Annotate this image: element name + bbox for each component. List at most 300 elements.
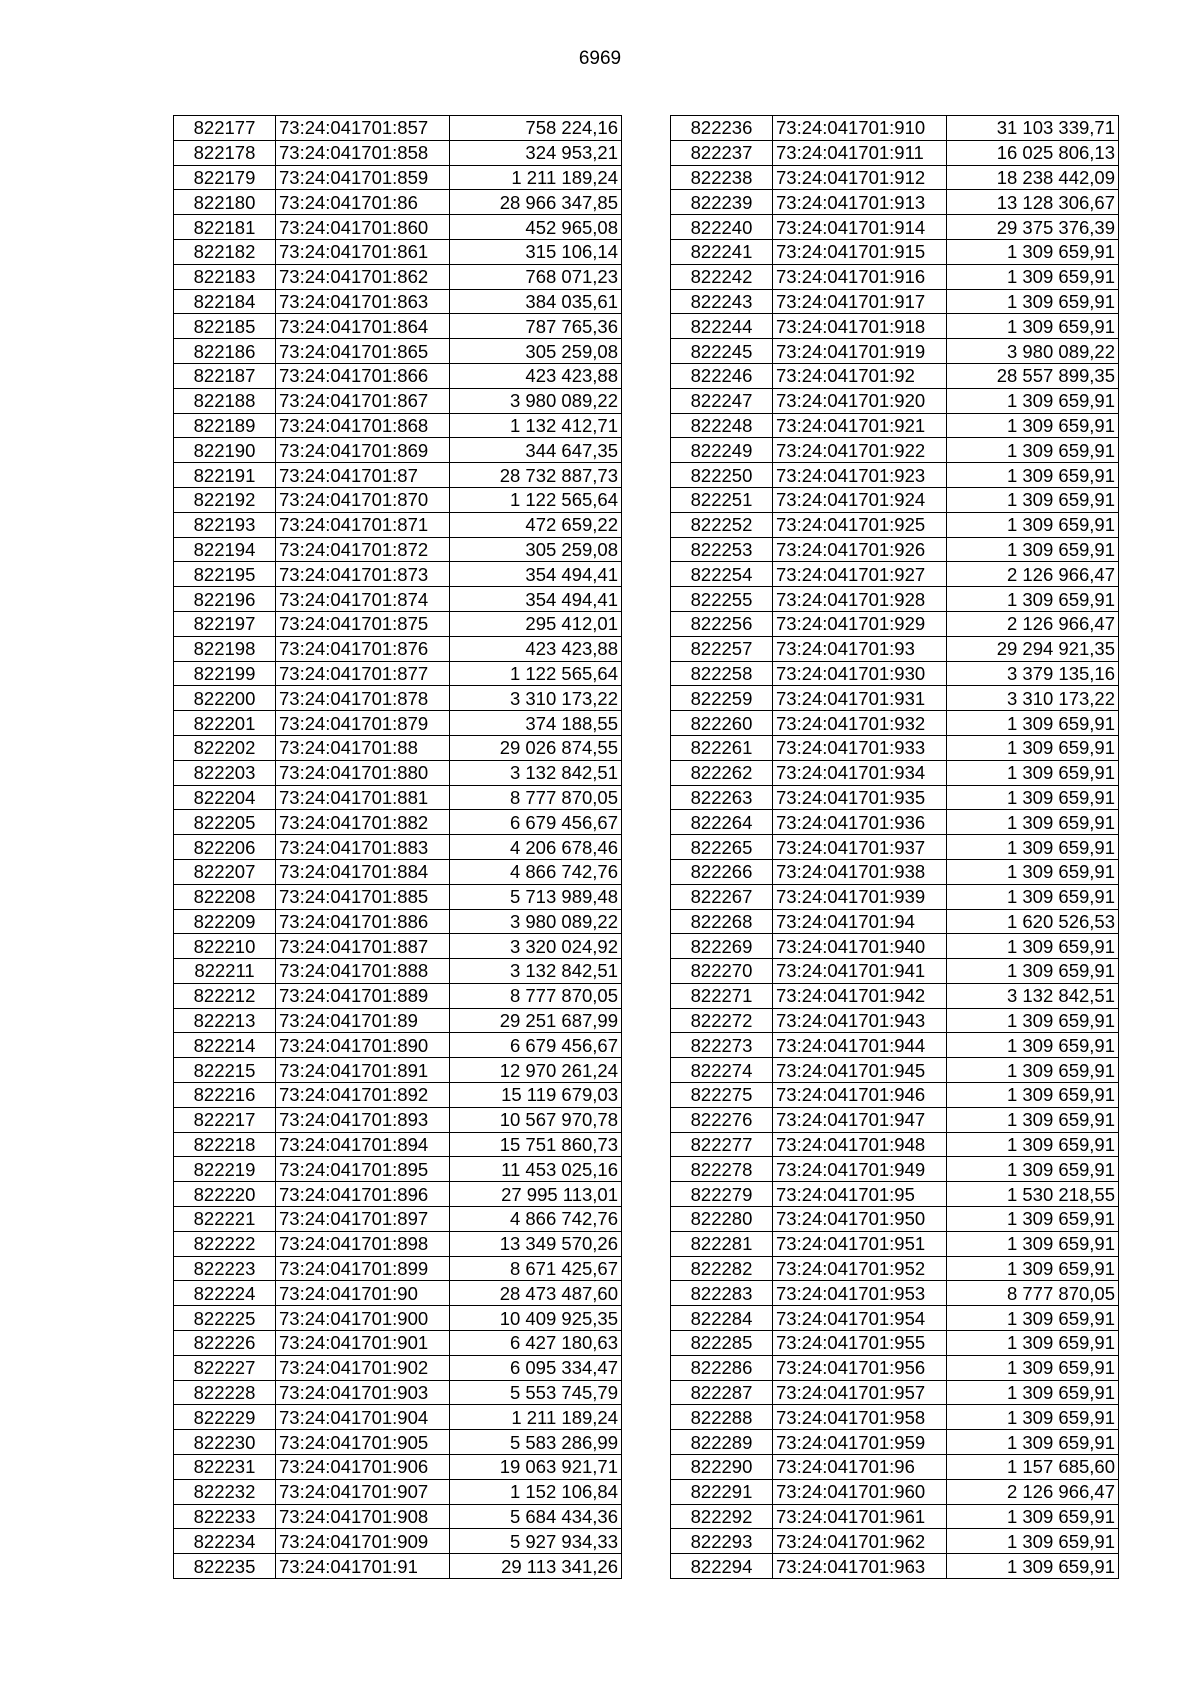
cadastral-number-cell: 73:24:041701:862: [276, 264, 450, 289]
cadastral-number-cell: 73:24:041701:870: [276, 487, 450, 512]
cadastral-number-cell: 73:24:041701:938: [773, 859, 947, 884]
cadastral-number-cell: 73:24:041701:90: [276, 1281, 450, 1306]
table-row: [174, 339, 622, 364]
cadastral-number-cell: 73:24:041701:894: [276, 1132, 450, 1157]
cadastral-number-cell: 73:24:041701:921: [773, 413, 947, 438]
row-number-cell: 822254: [671, 562, 773, 587]
value-cell: 1 152 106,84: [450, 1479, 622, 1504]
table-row: [174, 1058, 622, 1083]
value-cell: 384 035,61: [450, 289, 622, 314]
row-number-cell: 822198: [174, 636, 276, 661]
cadastral-number-cell: 73:24:041701:936: [773, 810, 947, 835]
value-cell: 1 309 659,91: [947, 1405, 1119, 1430]
table-row: [671, 1033, 1119, 1058]
table-row: [174, 711, 622, 736]
row-number-cell: 822247: [671, 388, 773, 413]
table-row: [671, 1281, 1119, 1306]
value-cell: 16 025 806,13: [947, 140, 1119, 165]
row-number-cell: 822237: [671, 140, 773, 165]
row-number-cell: 822271: [671, 983, 773, 1008]
table-row: [671, 562, 1119, 587]
value-cell: 3 132 842,51: [947, 983, 1119, 1008]
row-number-cell: 822220: [174, 1182, 276, 1207]
row-number-cell: 822225: [174, 1306, 276, 1331]
table-row: [174, 909, 622, 934]
row-number-cell: 822219: [174, 1157, 276, 1182]
row-number-cell: 822272: [671, 1008, 773, 1033]
table-row: [671, 1008, 1119, 1033]
row-number-cell: 822179: [174, 165, 276, 190]
table-row: [174, 1107, 622, 1132]
table-row: [671, 1083, 1119, 1108]
row-number-cell: 822233: [174, 1504, 276, 1529]
table-row: [671, 264, 1119, 289]
row-number-cell: 822243: [671, 289, 773, 314]
row-number-cell: 822223: [174, 1256, 276, 1281]
cadastral-number-cell: 73:24:041701:912: [773, 165, 947, 190]
table-row: [671, 983, 1119, 1008]
table-row: [174, 388, 622, 413]
row-number-cell: 822285: [671, 1331, 773, 1356]
value-cell: 3 980 089,22: [450, 909, 622, 934]
cadastral-number-cell: 73:24:041701:935: [773, 785, 947, 810]
row-number-cell: 822291: [671, 1479, 773, 1504]
cadastral-number-cell: 73:24:041701:932: [773, 711, 947, 736]
value-cell: 28 732 887,73: [450, 463, 622, 488]
cadastral-number-cell: 73:24:041701:949: [773, 1157, 947, 1182]
cadastral-number-cell: 73:24:041701:874: [276, 587, 450, 612]
table-row: [174, 1306, 622, 1331]
table-row: [671, 165, 1119, 190]
value-cell: 15 119 679,03: [450, 1083, 622, 1108]
value-cell: 1 309 659,91: [947, 859, 1119, 884]
row-number-cell: 822257: [671, 636, 773, 661]
row-number-cell: 822222: [174, 1231, 276, 1256]
row-number-cell: 822282: [671, 1256, 773, 1281]
value-cell: 374 188,55: [450, 711, 622, 736]
row-number-cell: 822250: [671, 463, 773, 488]
cadastral-number-cell: 73:24:041701:930: [773, 661, 947, 686]
row-number-cell: 822214: [174, 1033, 276, 1058]
cadastral-number-cell: 73:24:041701:91: [276, 1554, 450, 1579]
table-row: [174, 934, 622, 959]
value-cell: 1 309 659,91: [947, 1529, 1119, 1554]
row-number-cell: 822186: [174, 339, 276, 364]
row-number-cell: 822207: [174, 859, 276, 884]
value-cell: 3 310 173,22: [947, 686, 1119, 711]
value-cell: 1 309 659,91: [947, 934, 1119, 959]
cadastral-number-cell: 73:24:041701:959: [773, 1430, 947, 1455]
value-cell: 1 309 659,91: [947, 735, 1119, 760]
row-number-cell: 822290: [671, 1455, 773, 1480]
value-cell: 1 132 412,71: [450, 413, 622, 438]
cadastral-number-cell: 73:24:041701:882: [276, 810, 450, 835]
value-cell: 8 777 870,05: [450, 785, 622, 810]
value-cell: 305 259,08: [450, 339, 622, 364]
cadastral-number-cell: 73:24:041701:947: [773, 1107, 947, 1132]
cadastral-number-cell: 73:24:041701:880: [276, 760, 450, 785]
table-row: [174, 859, 622, 884]
value-cell: 3 320 024,92: [450, 934, 622, 959]
row-number-cell: 822267: [671, 884, 773, 909]
table-row: [174, 884, 622, 909]
table-row: [174, 983, 622, 1008]
table-row: [671, 661, 1119, 686]
cadastral-number-cell: 73:24:041701:92: [773, 363, 947, 388]
table-row: [671, 934, 1119, 959]
value-cell: 1 309 659,91: [947, 1132, 1119, 1157]
table-row: [174, 314, 622, 339]
row-number-cell: 822193: [174, 512, 276, 537]
table-row: [174, 661, 622, 686]
value-cell: 29 251 687,99: [450, 1008, 622, 1033]
row-number-cell: 822183: [174, 264, 276, 289]
value-cell: 11 453 025,16: [450, 1157, 622, 1182]
row-number-cell: 822226: [174, 1331, 276, 1356]
cadastral-number-cell: 73:24:041701:958: [773, 1405, 947, 1430]
cadastral-number-cell: 73:24:041701:889: [276, 983, 450, 1008]
row-number-cell: 822177: [174, 116, 276, 141]
cadastral-number-cell: 73:24:041701:95: [773, 1182, 947, 1207]
table-row: [174, 1231, 622, 1256]
cadastral-number-cell: 73:24:041701:859: [276, 165, 450, 190]
cadastral-number-cell: 73:24:041701:937: [773, 835, 947, 860]
row-number-cell: 822180: [174, 190, 276, 215]
table-row: [671, 1455, 1119, 1480]
value-cell: 1 309 659,91: [947, 587, 1119, 612]
row-number-cell: 822236: [671, 116, 773, 141]
value-cell: 1 309 659,91: [947, 1554, 1119, 1579]
table-row: [174, 190, 622, 215]
row-number-cell: 822292: [671, 1504, 773, 1529]
table-row: [174, 264, 622, 289]
row-number-cell: 822210: [174, 934, 276, 959]
row-number-cell: 822286: [671, 1355, 773, 1380]
cadastral-number-cell: 73:24:041701:863: [276, 289, 450, 314]
cadastral-number-cell: 73:24:041701:944: [773, 1033, 947, 1058]
table-row: [671, 512, 1119, 537]
value-cell: 1 309 659,91: [947, 835, 1119, 860]
table-row: [174, 636, 622, 661]
row-number-cell: 822249: [671, 438, 773, 463]
cadastral-number-cell: 73:24:041701:866: [276, 363, 450, 388]
value-cell: 3 980 089,22: [450, 388, 622, 413]
table-row: [174, 289, 622, 314]
table-row: [671, 1430, 1119, 1455]
cadastral-number-cell: 73:24:041701:933: [773, 735, 947, 760]
cadastral-number-cell: 73:24:041701:929: [773, 611, 947, 636]
row-number-cell: 822216: [174, 1083, 276, 1108]
value-cell: 354 494,41: [450, 562, 622, 587]
value-cell: 28 473 487,60: [450, 1281, 622, 1306]
table-row: [174, 1529, 622, 1554]
value-cell: 6 427 180,63: [450, 1331, 622, 1356]
value-cell: 28 966 347,85: [450, 190, 622, 215]
value-cell: 758 224,16: [450, 116, 622, 141]
row-number-cell: 822211: [174, 959, 276, 984]
cadastral-number-cell: 73:24:041701:887: [276, 934, 450, 959]
cadastral-number-cell: 73:24:041701:88: [276, 735, 450, 760]
value-cell: 295 412,01: [450, 611, 622, 636]
cadastral-number-cell: 73:24:041701:886: [276, 909, 450, 934]
table-row: [174, 1008, 622, 1033]
row-number-cell: 822251: [671, 487, 773, 512]
value-cell: 3 132 842,51: [450, 959, 622, 984]
table-row: [671, 1479, 1119, 1504]
cadastral-number-cell: 73:24:041701:917: [773, 289, 947, 314]
table-row: [671, 1157, 1119, 1182]
cadastral-number-cell: 73:24:041701:89: [276, 1008, 450, 1033]
row-number-cell: 822241: [671, 239, 773, 264]
value-cell: 6 095 334,47: [450, 1355, 622, 1380]
cadastral-number-cell: 73:24:041701:876: [276, 636, 450, 661]
cadastral-number-cell: 73:24:041701:904: [276, 1405, 450, 1430]
value-cell: 315 106,14: [450, 239, 622, 264]
value-cell: 1 309 659,91: [947, 438, 1119, 463]
value-cell: 1 309 659,91: [947, 959, 1119, 984]
cadastral-number-cell: 73:24:041701:915: [773, 239, 947, 264]
cadastral-number-cell: 73:24:041701:893: [276, 1107, 450, 1132]
row-number-cell: 822263: [671, 785, 773, 810]
cadastral-number-cell: 73:24:041701:943: [773, 1008, 947, 1033]
table-row: [671, 190, 1119, 215]
cadastral-number-cell: 73:24:041701:877: [276, 661, 450, 686]
table-row: [174, 165, 622, 190]
table-row: [174, 735, 622, 760]
value-cell: 1 309 659,91: [947, 1207, 1119, 1232]
row-number-cell: 822252: [671, 512, 773, 537]
cadastral-number-cell: 73:24:041701:898: [276, 1231, 450, 1256]
table-row: [671, 636, 1119, 661]
table-row: [671, 1058, 1119, 1083]
value-cell: 13 349 570,26: [450, 1231, 622, 1256]
cadastral-number-cell: 73:24:041701:883: [276, 835, 450, 860]
table-row: [174, 463, 622, 488]
cadastral-number-cell: 73:24:041701:867: [276, 388, 450, 413]
cadastral-number-cell: 73:24:041701:922: [773, 438, 947, 463]
value-cell: 10 567 970,78: [450, 1107, 622, 1132]
row-number-cell: 822280: [671, 1207, 773, 1232]
row-number-cell: 822229: [174, 1405, 276, 1430]
cadastral-number-cell: 73:24:041701:858: [276, 140, 450, 165]
row-number-cell: 822234: [174, 1529, 276, 1554]
row-number-cell: 822274: [671, 1058, 773, 1083]
row-number-cell: 822190: [174, 438, 276, 463]
cadastral-number-cell: 73:24:041701:919: [773, 339, 947, 364]
right-table: [670, 115, 1119, 1579]
cadastral-number-cell: 73:24:041701:890: [276, 1033, 450, 1058]
cadastral-number-cell: 73:24:041701:923: [773, 463, 947, 488]
row-number-cell: 822204: [174, 785, 276, 810]
cadastral-number-cell: 73:24:041701:913: [773, 190, 947, 215]
cadastral-number-cell: 73:24:041701:962: [773, 1529, 947, 1554]
value-cell: 344 647,35: [450, 438, 622, 463]
row-number-cell: 822256: [671, 611, 773, 636]
value-cell: 423 423,88: [450, 363, 622, 388]
row-number-cell: 822289: [671, 1430, 773, 1455]
value-cell: 324 953,21: [450, 140, 622, 165]
value-cell: 1 309 659,91: [947, 1157, 1119, 1182]
table-row: [174, 1207, 622, 1232]
table-row: [671, 1331, 1119, 1356]
value-cell: 5 684 434,36: [450, 1504, 622, 1529]
left-table: [173, 115, 622, 1579]
value-cell: 1 157 685,60: [947, 1455, 1119, 1480]
row-number-cell: 822265: [671, 835, 773, 860]
value-cell: 6 679 456,67: [450, 810, 622, 835]
table-row: [671, 1107, 1119, 1132]
value-cell: 4 866 742,76: [450, 1207, 622, 1232]
cadastral-number-cell: 73:24:041701:945: [773, 1058, 947, 1083]
value-cell: 1 309 659,91: [947, 810, 1119, 835]
value-cell: 5 553 745,79: [450, 1380, 622, 1405]
value-cell: 2 126 966,47: [947, 562, 1119, 587]
row-number-cell: 822182: [174, 239, 276, 264]
table-row: [174, 1355, 622, 1380]
cadastral-number-cell: 73:24:041701:906: [276, 1455, 450, 1480]
row-number-cell: 822276: [671, 1107, 773, 1132]
row-number-cell: 822294: [671, 1554, 773, 1579]
value-cell: 29 026 874,55: [450, 735, 622, 760]
cadastral-number-cell: 73:24:041701:885: [276, 884, 450, 909]
table-row: [671, 537, 1119, 562]
value-cell: 8 671 425,67: [450, 1256, 622, 1281]
cadastral-number-cell: 73:24:041701:908: [276, 1504, 450, 1529]
cadastral-number-cell: 73:24:041701:918: [773, 314, 947, 339]
table-row: [174, 116, 622, 141]
row-number-cell: 822242: [671, 264, 773, 289]
value-cell: 1 620 526,53: [947, 909, 1119, 934]
value-cell: 305 259,08: [450, 537, 622, 562]
row-number-cell: 822205: [174, 810, 276, 835]
value-cell: 1 309 659,91: [947, 1504, 1119, 1529]
table-row: [174, 1380, 622, 1405]
right-table-body: [671, 116, 1119, 1579]
row-number-cell: 822195: [174, 562, 276, 587]
cadastral-number-cell: 73:24:041701:888: [276, 959, 450, 984]
table-row: [174, 1430, 622, 1455]
table-row: [671, 215, 1119, 240]
value-cell: 787 765,36: [450, 314, 622, 339]
row-number-cell: 822293: [671, 1529, 773, 1554]
table-row: [671, 785, 1119, 810]
cadastral-number-cell: 73:24:041701:901: [276, 1331, 450, 1356]
row-number-cell: 822273: [671, 1033, 773, 1058]
value-cell: 1 309 659,91: [947, 314, 1119, 339]
table-row: [671, 1207, 1119, 1232]
value-cell: 1 309 659,91: [947, 1231, 1119, 1256]
cadastral-number-cell: 73:24:041701:910: [773, 116, 947, 141]
table-row: [174, 1504, 622, 1529]
cadastral-number-cell: 73:24:041701:868: [276, 413, 450, 438]
cadastral-number-cell: 73:24:041701:892: [276, 1083, 450, 1108]
cadastral-number-cell: 73:24:041701:924: [773, 487, 947, 512]
row-number-cell: 822209: [174, 909, 276, 934]
value-cell: 13 128 306,67: [947, 190, 1119, 215]
cadastral-number-cell: 73:24:041701:952: [773, 1256, 947, 1281]
row-number-cell: 822194: [174, 537, 276, 562]
table-row: [174, 413, 622, 438]
cadastral-number-cell: 73:24:041701:897: [276, 1207, 450, 1232]
table-row: [671, 1405, 1119, 1430]
table-row: [671, 1182, 1119, 1207]
table-row: [174, 438, 622, 463]
value-cell: 1 309 659,91: [947, 1380, 1119, 1405]
cadastral-number-cell: 73:24:041701:905: [276, 1430, 450, 1455]
table-row: [174, 686, 622, 711]
value-cell: 1 309 659,91: [947, 884, 1119, 909]
cadastral-number-cell: 73:24:041701:881: [276, 785, 450, 810]
table-row: [174, 537, 622, 562]
row-number-cell: 822208: [174, 884, 276, 909]
row-number-cell: 822235: [174, 1554, 276, 1579]
value-cell: 5 927 934,33: [450, 1529, 622, 1554]
table-row: [671, 413, 1119, 438]
row-number-cell: 822277: [671, 1132, 773, 1157]
value-cell: 3 379 135,16: [947, 661, 1119, 686]
value-cell: 1 309 659,91: [947, 239, 1119, 264]
cadastral-number-cell: 73:24:041701:875: [276, 611, 450, 636]
table-row: [174, 1157, 622, 1182]
value-cell: 1 211 189,24: [450, 1405, 622, 1430]
row-number-cell: 822221: [174, 1207, 276, 1232]
table-row: [671, 859, 1119, 884]
cadastral-number-cell: 73:24:041701:920: [773, 388, 947, 413]
table-row: [671, 760, 1119, 785]
table-row: [174, 1405, 622, 1430]
cadastral-number-cell: 73:24:041701:869: [276, 438, 450, 463]
cadastral-number-cell: 73:24:041701:926: [773, 537, 947, 562]
table-row: [174, 1479, 622, 1504]
row-number-cell: 822232: [174, 1479, 276, 1504]
value-cell: 28 557 899,35: [947, 363, 1119, 388]
row-number-cell: 822201: [174, 711, 276, 736]
value-cell: 472 659,22: [450, 512, 622, 537]
value-cell: 1 309 659,91: [947, 388, 1119, 413]
value-cell: 19 063 921,71: [450, 1455, 622, 1480]
cadastral-number-cell: 73:24:041701:94: [773, 909, 947, 934]
row-number-cell: 822239: [671, 190, 773, 215]
row-number-cell: 822189: [174, 413, 276, 438]
cadastral-number-cell: 73:24:041701:951: [773, 1231, 947, 1256]
value-cell: 452 965,08: [450, 215, 622, 240]
value-cell: 1 309 659,91: [947, 264, 1119, 289]
row-number-cell: 822288: [671, 1405, 773, 1430]
table-row: [671, 810, 1119, 835]
table-row: [671, 909, 1119, 934]
cadastral-number-cell: 73:24:041701:927: [773, 562, 947, 587]
row-number-cell: 822231: [174, 1455, 276, 1480]
cadastral-number-cell: 73:24:041701:946: [773, 1083, 947, 1108]
table-row: [671, 1306, 1119, 1331]
row-number-cell: 822213: [174, 1008, 276, 1033]
table-row: [671, 1231, 1119, 1256]
row-number-cell: 822184: [174, 289, 276, 314]
cadastral-number-cell: 73:24:041701:895: [276, 1157, 450, 1182]
row-number-cell: 822217: [174, 1107, 276, 1132]
table-row: [174, 611, 622, 636]
table-row: [174, 140, 622, 165]
value-cell: 2 126 966,47: [947, 1479, 1119, 1504]
table-row: [174, 1132, 622, 1157]
cadastral-number-cell: 73:24:041701:960: [773, 1479, 947, 1504]
table-row: [671, 388, 1119, 413]
table-row: [671, 239, 1119, 264]
row-number-cell: 822284: [671, 1306, 773, 1331]
value-cell: 8 777 870,05: [947, 1281, 1119, 1306]
cadastral-number-cell: 73:24:041701:860: [276, 215, 450, 240]
table-row: [671, 363, 1119, 388]
